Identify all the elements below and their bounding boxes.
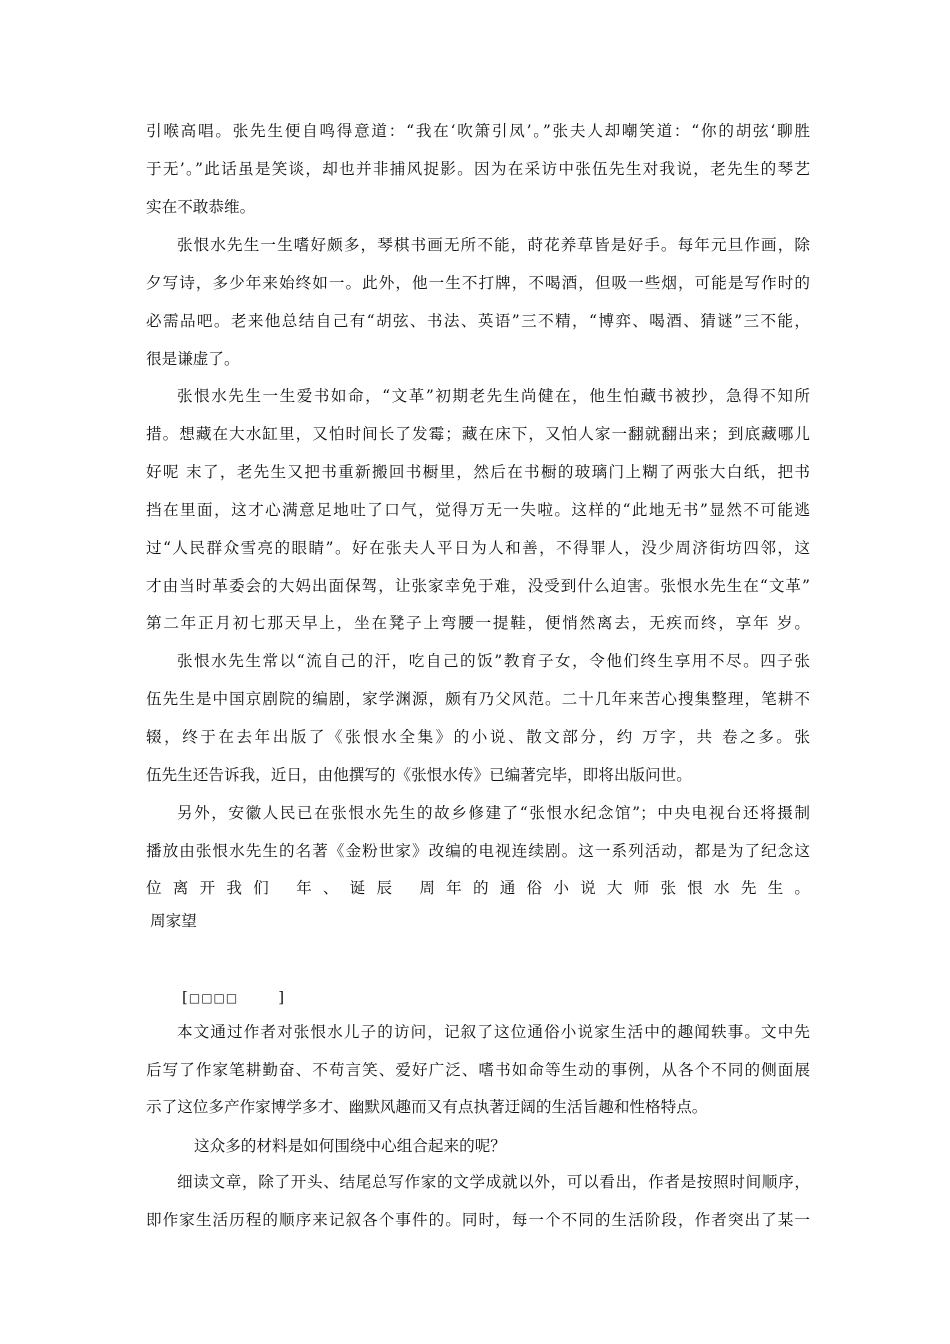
commentary-line: 细读文章，除了开头、结尾总写作家的文学成就以外，可以看出，作者是按照时间顺序， [177, 1173, 810, 1191]
commentary-line: 示了这位多产作家博学多才、幽默风趣而又有点执著迂阔的生活旨趣和性格特点。 [146, 1098, 708, 1116]
article-line: 夕写诗，多少年来始终如一。此外，他一生不打牌，不喝酒，但吸一些烟，可能是写作时的 [146, 274, 810, 292]
article-line: 伍先生是中国京剧院的编剧，家学渊源，颇有乃父风范。二十几年来苦心搜集整理，笔耕不 [146, 690, 810, 708]
article-line: 于无’。”此话虽是笑谈，却也并非捕风捉影。因为在采访中张伍先生对我说，老先生的琴艺 [146, 160, 810, 178]
article-line: 好呢 末了，老先生又把书重新搬回书橱里，然后在书橱的玻璃门上糊了两张大白纸，把书 [146, 463, 810, 481]
article-line: 位离开我们 年、诞辰 周年的通俗小说大师张恨水先生。 [146, 879, 810, 897]
article-line: 挡在里面，这才心满意足地吐了口气，觉得万无一失啦。这样的“此地无书”显然不可能逃 [146, 501, 810, 519]
article-line: 第二年正月初七那天早上，坐在凳子上弯腰一提鞋，便悄然离去，无疾而终，享年 岁。 [146, 614, 810, 632]
commentary-line: 后写了作家笔耕勤奋、不苟言笑、爱好广泛、嗜书如命等生动的事例，从各个不同的侧面展 [146, 1061, 810, 1079]
article-line: 张恨水先生常以“流自己的汗，吃自己的饭”教育子女，令他们终生享用不尽。四子张 [177, 652, 810, 670]
article-line: 张恨水先生一生嗜好颇多，琴棋书画无所不能，莳花养草皆是好手。每年元旦作画，除 [177, 236, 810, 254]
commentary-line: 本文通过作者对张恨水儿子的访问，记叙了这位通俗小说家生活中的趣闻轶事。文中先 [177, 1023, 810, 1041]
article-line: 才由当时革委会的大妈出面保驾，让张家幸免于难，没受到什么迫害。张恨水先生在“文革” [146, 577, 810, 595]
article-line: 张恨水先生一生爱书如命，“文革”初期老先生尚健在，他生怕藏书被抄，急得不知所 [177, 387, 810, 405]
label-bracket-close: ] [278, 988, 286, 1006]
article-line: 措。想藏在大水缸里，又怕时间长了发霉；藏在床下，又怕人家一翻就翻出来；到底藏哪儿 [146, 425, 810, 443]
article-author: 周家望 [150, 912, 197, 930]
article-line: 辍，终于在去年出版了《张恨水全集》的小说、散文部分，约 万字，共 卷之多。张 [146, 728, 810, 746]
article-line: 另外，安徽人民已在张恨水先生的故乡修建了“张恨水纪念馆”；中央电视台还将摄制 [177, 804, 810, 822]
label-placeholder-glyphs: □□□□ [188, 991, 239, 1005]
article-line: 引喉高唱。张先生便自鸣得意道：“我在‘吹箫引凤’。”张夫人却嘲笑道：“你的胡弦‘聊胜 [146, 122, 810, 140]
label-bracket-open: [ [182, 988, 189, 1006]
commentary-line: 即作家生活历程的顺序来记叙各个事件的。同时，每一个不同的生活阶段，作者突出了某一 [146, 1211, 810, 1229]
article-line: 播放由张恨水先生的名著《金粉世家》改编的电视连续剧。这一系列活动，都是为了纪念这 [146, 842, 810, 860]
article-line: 过“人民群众雪亮的眼睛”。好在张夫人平日为人和善，不得罪人，没少周济街坊四邻，这 [146, 539, 810, 557]
article-line: 很是谦虚了。 [146, 350, 240, 368]
commentary-label [182, 987, 846, 1008]
commentary-question: 这众多的材料是如何围绕中心组合起来的呢？ [194, 1137, 506, 1155]
article-line: 必需品吧。老来他总结自己有“胡弦、书法、英语”三不精，“博弈、喝酒、猜谜”三不能， [146, 312, 810, 330]
article-line: 伍先生还告诉我，近日，由他撰写的《张恨水传》已编著完毕，即将出版问世。 [146, 766, 692, 784]
article-line: 实在不敢恭维。 [146, 198, 256, 216]
